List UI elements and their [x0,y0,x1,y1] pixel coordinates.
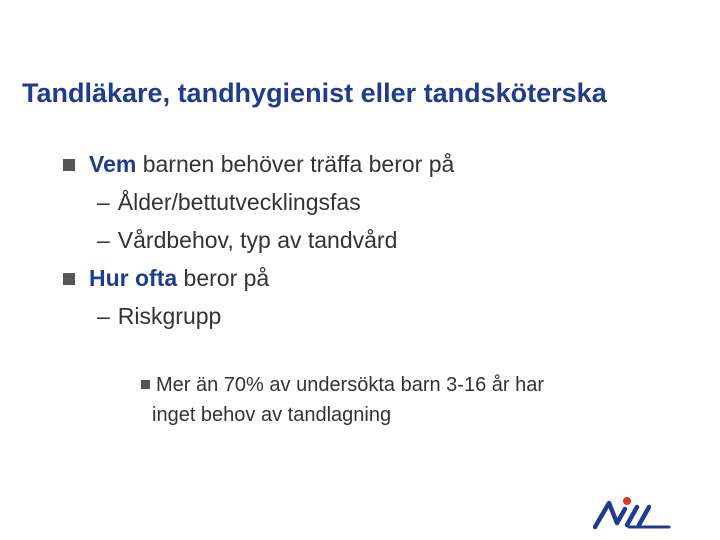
bullet-square-icon [63,159,75,171]
bullet-highlight-vem: Vem [89,151,137,177]
bullet-text-hur-ofta: beror på [177,265,270,291]
bullet-square-icon [141,380,150,389]
sub-bullet-text: Riskgrupp [117,303,222,329]
logo-red-dot [623,497,631,505]
logo-l1-stroke [627,507,637,525]
bullet-item-hur-ofta [63,265,269,291]
sub-bullet-text: Ålder/bettutvecklingsfas [117,189,361,215]
note-text-2: inget behov av tandlagning [152,404,392,426]
note-line-2 [152,402,391,428]
dash-glyph: – [97,189,110,215]
bullet-square-icon [63,273,75,285]
sub-bullet-alder [97,189,361,215]
logo-l2-stroke [639,507,649,525]
dash-glyph: – [97,303,110,329]
note-text-1: Mer än 70% av undersökta barn 3-16 år har [156,374,544,396]
sub-bullet-vardbehov [97,227,397,253]
bullet-text-vem: barnen behöver träffa beror på [136,151,455,177]
sub-bullet-text: Vårdbehov, typ av tandvård [117,227,398,253]
sub-bullet-riskgrupp [97,303,221,329]
bullet-highlight-hur-ofta: Hur ofta [89,265,178,291]
bullet-item-vem [63,151,454,177]
nll-logo [593,495,671,531]
logo-n-stroke [595,503,625,527]
dash-glyph: – [97,227,110,253]
slide-title: Tandläkare, tandhygienist eller tandsköterska [22,78,607,108]
note-line-1 [141,372,544,398]
